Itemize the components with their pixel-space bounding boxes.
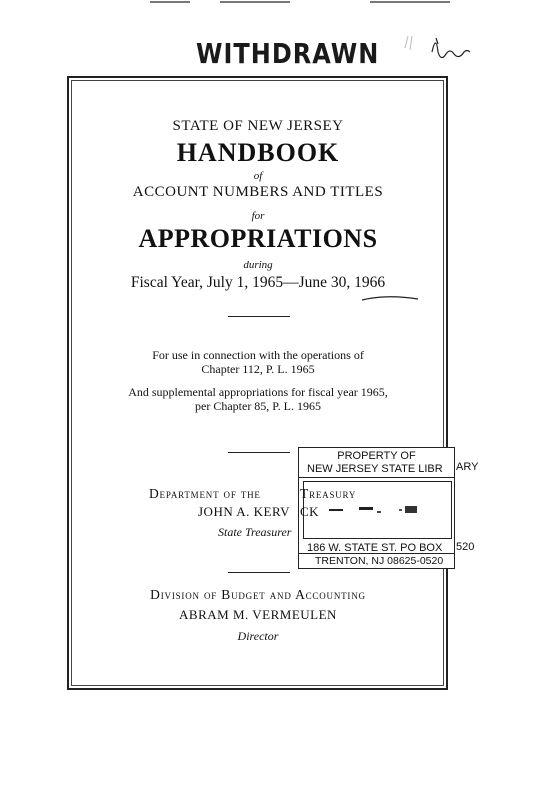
usage-line-1: For use in connection with the operations of [152,348,364,362]
usage-line-4: per Chapter 85, P. L. 1965 [195,399,321,413]
treasurer-role: State Treasurer [218,525,292,539]
stamp-address: 186 W. STATE ST. PO BOX [307,542,443,554]
usage-line-2: Chapter 112, P. L. 1965 [201,362,315,376]
connector-for: for [251,210,265,222]
director-role: Director [237,629,279,643]
underline-swoosh [360,294,420,304]
usage-line-3: And supplemental appropriations for fiscal year 1965, [128,385,388,399]
handbook-title: HANDBOOK [176,138,340,167]
stamp-smudge-mark [329,503,439,517]
scan-edge-marks [150,0,450,4]
director-name: ABRAM M. VERMEULEN [179,607,337,622]
appropriations-title: APPROPRIATIONS [138,224,378,253]
account-subtitle: ACCOUNT NUMBERS AND TITLES [132,184,384,200]
stamp-city: TRENTON, NJ 08625-0520 [315,555,444,567]
stamp-rule [299,477,454,478]
stamp-address-tail: 520 [456,541,475,553]
divider-rule-1 [228,316,290,317]
divider-rule-2 [228,452,290,453]
stamp-library-name: NEW JERSEY STATE LIBR [307,463,443,475]
connector-of: of [253,170,263,182]
stamp-property-of: PROPERTY OF [337,450,416,462]
connector-during: during [243,259,273,271]
handwritten-annotation [400,30,490,80]
library-property-stamp [298,447,455,569]
state-heading: STATE OF NEW JERSEY [172,118,344,134]
department-label-continued: Treasury [300,486,357,501]
withdrawn-stamp: WITHDRAWN [196,37,380,71]
fiscal-year-line: Fiscal Year, July 1, 1965—June 30, 1966 [130,274,386,291]
divider-rule-3 [228,572,290,573]
treasurer-name-continued: CK [300,504,320,519]
stamp-library-name-tail: ARY [456,461,479,473]
division-label: Division of Budget and Accounting [150,587,366,602]
department-label: Department of the [149,486,261,501]
treasurer-name: JOHN A. KERV [198,504,290,519]
